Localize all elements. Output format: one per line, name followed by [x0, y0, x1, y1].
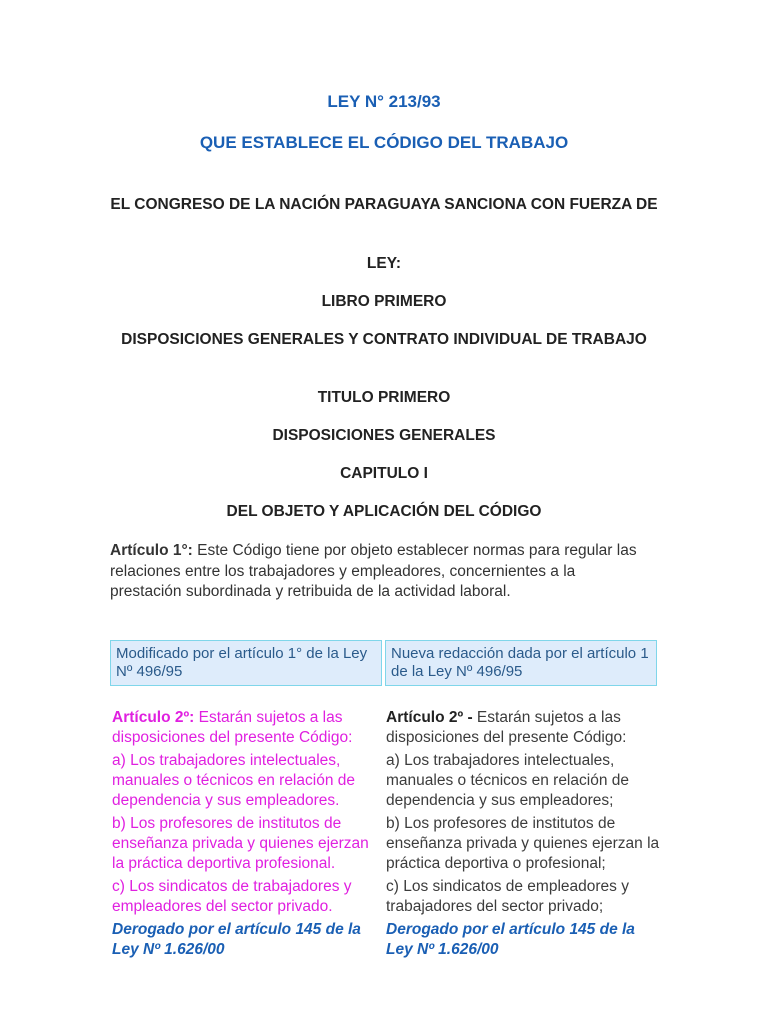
article-2-new-item-c: c) Los sindicatos de empleadores y trabajadores del sector privado; [386, 878, 629, 915]
article-2-original-intro-text: Estarán sujetos a las disposiciones del presente Código: [112, 709, 353, 746]
article-1-label: Artículo 1°: [110, 542, 193, 559]
ley-heading: LEY: [366, 255, 402, 272]
libro-title: DISPOSICIONES GENERALES Y CONTRATO INDIVIDUAL DE TRABAJO [121, 331, 647, 348]
article-2-new-item-a: a) Los trabajadores intelectuales, manuales o técnicos en relación de dependencia y sus empleadores; [386, 752, 629, 809]
article-2-original-item-a: a) Los trabajadores intelectuales, manuales o técnicos en relación de dependencia y sus empleadores. [112, 752, 355, 809]
article-2-new-label: Artículo 2º - [386, 709, 473, 726]
capitulo-heading: CAPITULO I [340, 465, 428, 482]
article-2-original-item-b: b) Los profesores de institutos de enseñanza privada y quienes ejerzan la práctica deportiva profesional. [112, 815, 369, 872]
article-2-original-intro [112, 708, 384, 748]
libro-heading: LIBRO PRIMERO [321, 293, 447, 310]
titulo-title: DISPOSICIONES GENERALES [272, 427, 496, 444]
article-1 [110, 541, 640, 603]
capitulo-title: DEL OBJETO Y APLICACIÓN DEL CÓDIGO [226, 503, 542, 520]
article-2-new-item-b: b) Los profesores de institutos de enseñanza privada y quienes ejerzan la práctica deportiva o profesional; [386, 815, 660, 872]
article-2-original-column [112, 708, 384, 963]
article-2-original-item-c: c) Los sindicatos de trabajadores y empleadores del sector privado. [112, 878, 352, 915]
titulo-heading: TITULO PRIMERO [317, 389, 451, 406]
article-2-original-derogado: Derogado por el artículo 145 de la Ley Nº 1.626/00 [112, 921, 361, 958]
new-wording-note-box: Nueva redacción dada por el artículo 1 de la Ley Nº 496/95 [385, 640, 657, 686]
article-1-text: Este Código tiene por objeto establecer normas para regular las relaciones entre los trabajadores y empleadores, concernientes a la prestación subordinada y retribuida de la actividad laboral. [110, 542, 637, 600]
article-2-new-intro-text: Estarán sujetos a las disposiciones del presente Código: [386, 709, 627, 746]
modified-note-box: Modificado por el artículo 1° de la Ley Nº 496/95 [110, 640, 382, 686]
law-title: QUE ESTABLECE EL CÓDIGO DEL TRABAJO [199, 133, 569, 152]
article-2-original-label: Artículo 2º: [112, 709, 195, 726]
law-number: LEY N° 213/93 [327, 92, 441, 111]
article-2-new-intro [386, 708, 661, 748]
article-2-new-derogado: Derogado por el artículo 145 de la Ley Nº 1.626/00 [386, 921, 635, 958]
article-2-new-column [386, 708, 661, 963]
sanciona-text: EL CONGRESO DE LA NACIÓN PARAGUAYA SANCIONA CON FUERZA DE [110, 196, 658, 213]
